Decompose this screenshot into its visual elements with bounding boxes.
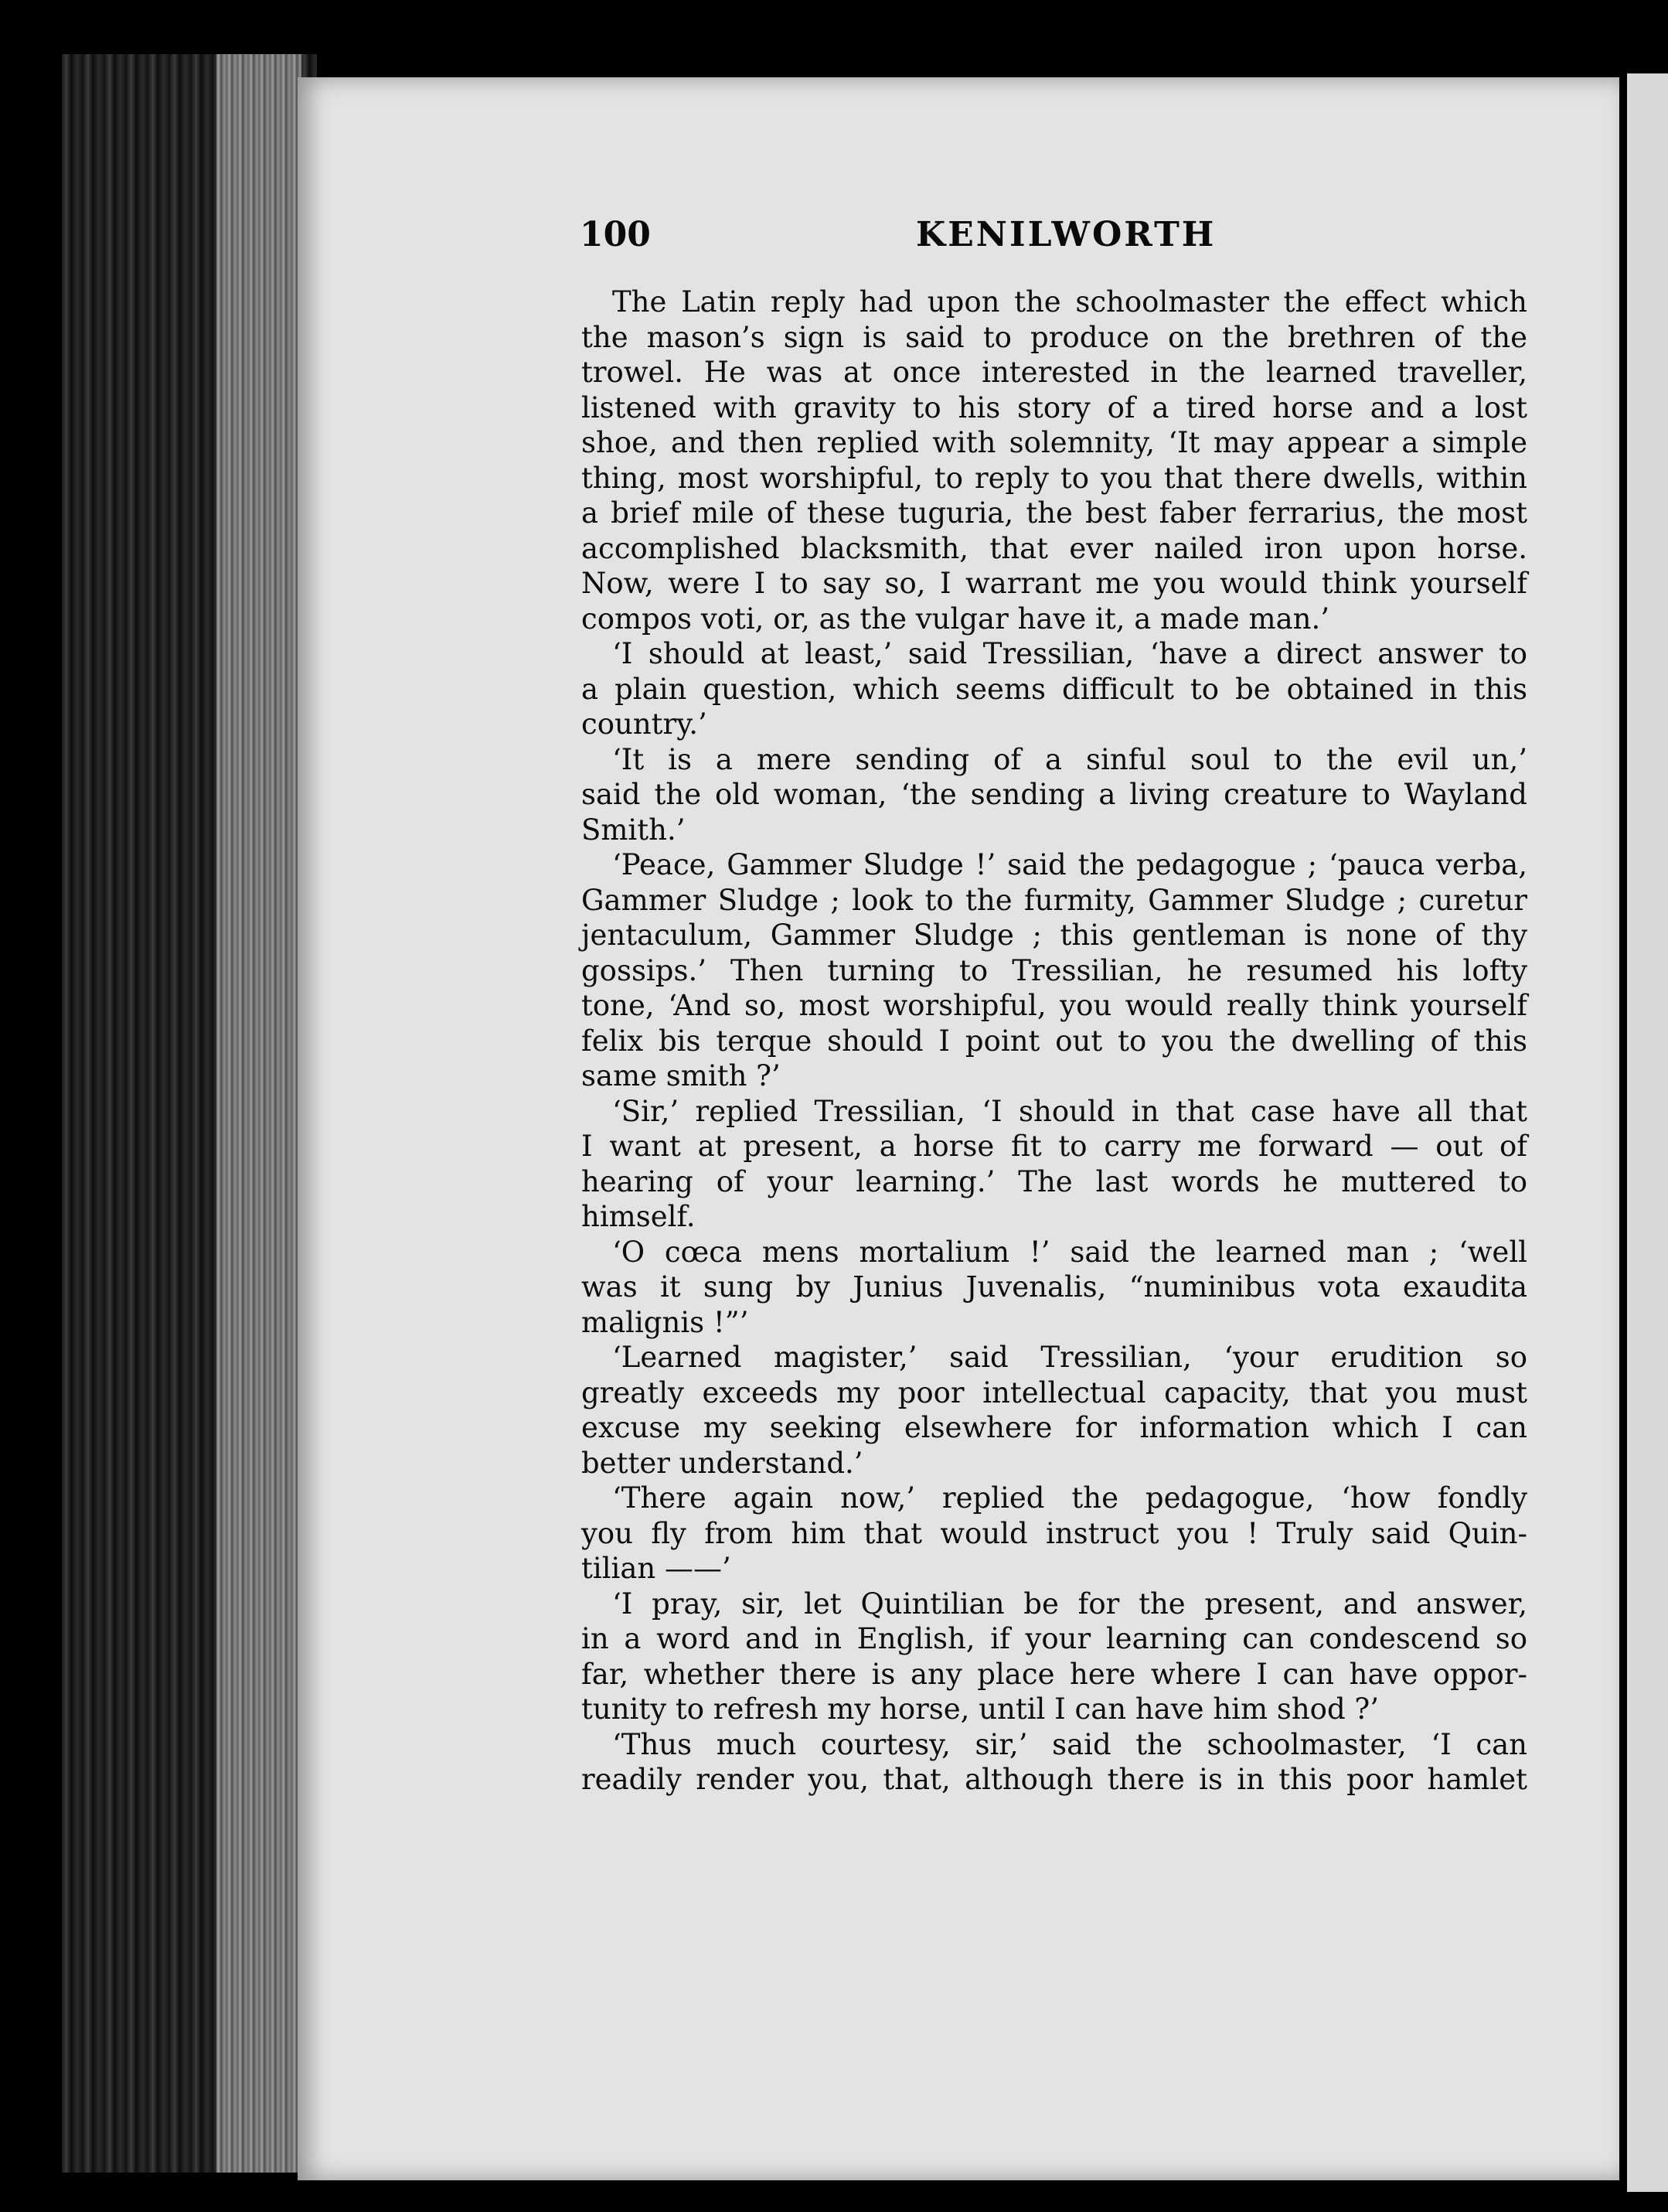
text-line: greatly exceeds my poor intellectual capacity, that you must (581, 1375, 1527, 1409)
text-line: felix bis terque should I point out to you the dwelling of this (581, 1024, 1527, 1058)
text-line: far, whether there is any place here where I can have oppor- (581, 1657, 1527, 1691)
text-line: malignis !”’ (581, 1305, 749, 1339)
text-line: better understand.’ (581, 1446, 863, 1480)
body-text (581, 285, 1527, 1798)
text-line: in a word and in English, if your learning can condescend so (581, 1622, 1527, 1655)
text-line: ‘I pray, sir, let Quintilian be for the present, and answer, (612, 1587, 1527, 1621)
text-line: ‘There again now,’ replied the pedagogue, ‘how fondly (612, 1481, 1527, 1515)
text-line: tunity to refresh my horse, until I can have him shod ?’ (581, 1692, 1379, 1726)
text-line: the mason’s sign is said to produce on the brethren of the (581, 320, 1527, 354)
text-line: trowel. He was at once interested in the learned traveller, (581, 356, 1527, 389)
text-line: same smith ?’ (581, 1059, 781, 1092)
text-line: thing, most worshipful, to reply to you that there dwells, within (581, 461, 1527, 495)
text-line: excuse my seeking elsewhere for information which I can (581, 1411, 1527, 1444)
text-line: you fly from him that would instruct you ! Truly said Quin- (581, 1516, 1527, 1550)
text-line: himself. (581, 1200, 696, 1233)
text-line: I want at present, a horse fit to carry me forward — out of (581, 1130, 1527, 1163)
text-line: a brief mile of these tuguria, the best faber ferrarius, the most (581, 496, 1527, 530)
text-line: gossips.’ Then turning to Tressilian, he resumed his lofty (581, 953, 1527, 987)
text-line: The Latin reply had upon the schoolmaster the effect which (612, 285, 1527, 319)
text-line: ‘O cœca mens mortalium !’ said the learned man ; ‘well (612, 1235, 1527, 1269)
book-page-edges (62, 54, 317, 2173)
text-line: Gammer Sludge ; look to the furmity, Gammer Sludge ; curetur (581, 883, 1527, 917)
page-header (580, 215, 1538, 261)
page-number: 100 (580, 215, 651, 254)
text-line: tilian ——’ (581, 1552, 731, 1585)
text-line: jentaculum, Gammer Sludge ; this gentleman is none of thy (581, 919, 1527, 952)
text-line: accomplished blacksmith, that ever nailed iron upon horse. (581, 531, 1527, 565)
text-line: Now, were I to say so, I warrant me you would think yourself (581, 567, 1527, 600)
text-line: ‘Sir,’ replied Tressilian, ‘I should in that case have all that (612, 1094, 1527, 1128)
text-line: country.’ (581, 707, 707, 741)
text-line: ‘Learned magister,’ said Tressilian, ‘your erudition so (612, 1341, 1527, 1374)
text-line: tone, ‘And so, most worshipful, you would really think yourself (581, 989, 1527, 1022)
text-line: ‘Peace, Gammer Sludge !’ said the pedagogue ; ‘pauca verba, (612, 848, 1527, 881)
text-line: was it sung by Junius Juvenalis, “numinibus vota exaudita (581, 1270, 1527, 1304)
text-line: said the old woman, ‘the sending a living creature to Wayland (581, 778, 1527, 811)
text-line: listened with gravity to his story of a tired horse and a lost (581, 390, 1527, 424)
facing-page-edge (1627, 73, 1668, 2192)
running-title: KENILWORTH (916, 215, 1217, 254)
text-line: hearing of your learning.’ The last words he muttered to (581, 1164, 1527, 1198)
text-line: a plain question, which seems difficult to be obtained in this (581, 672, 1527, 706)
text-line: ‘It is a mere sending of a sinful soul to the evil un,’ (612, 742, 1527, 776)
text-line: Smith.’ (581, 813, 686, 847)
text-line: ‘I should at least,’ said Tressilian, ‘have a direct answer to (612, 637, 1527, 670)
text-line: ‘Thus much courtesy, sir,’ said the schoolmaster, ‘I can (612, 1727, 1527, 1761)
text-line: compos voti, or, as the vulgar have it, a made man.’ (581, 602, 1330, 636)
text-line: readily render you, that, although there is in this poor hamlet (581, 1763, 1527, 1796)
text-line: shoe, and then replied with solemnity, ‘It may appear a simple (581, 426, 1527, 459)
